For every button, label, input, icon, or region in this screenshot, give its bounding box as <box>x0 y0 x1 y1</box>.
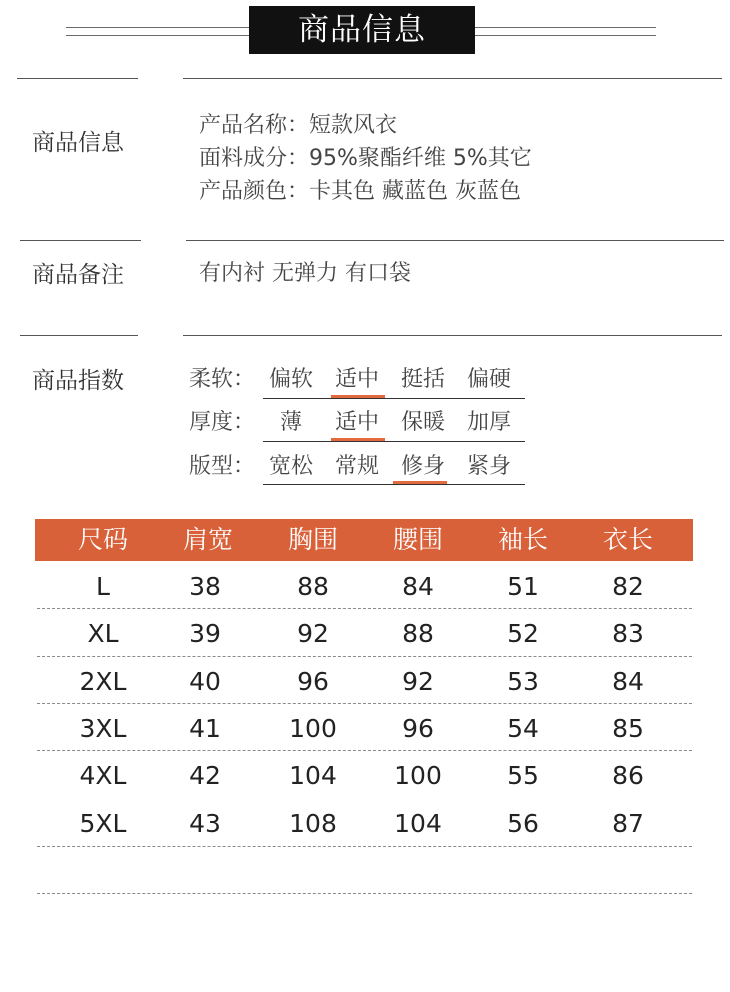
table-cell: 53 <box>507 667 539 696</box>
index-option: 宽松 <box>268 454 313 479</box>
table-cell: 55 <box>507 761 539 790</box>
table-cell: 54 <box>507 714 539 743</box>
col-header-sleeve: 袖长 <box>497 525 548 554</box>
table-cell: 39 <box>189 619 221 648</box>
section-label-index: 商品指数 <box>32 368 124 394</box>
divider <box>186 240 724 241</box>
index-option: 薄 <box>279 410 302 435</box>
index-option-selected: 适中 <box>334 410 379 435</box>
divider <box>17 78 138 79</box>
section-label-notes: 商品备注 <box>32 262 124 288</box>
row-divider <box>37 846 692 847</box>
row-divider <box>37 893 692 894</box>
col-header-chest: 胸围 <box>287 525 338 554</box>
table-cell: 56 <box>507 809 539 838</box>
row-divider <box>37 656 692 657</box>
table-cell: 2XL <box>79 667 127 696</box>
table-cell: 92 <box>402 667 434 696</box>
table-cell: 4XL <box>79 761 127 790</box>
table-cell: 3XL <box>79 714 127 743</box>
table-cell: 38 <box>189 572 221 601</box>
table-cell: 85 <box>612 714 644 743</box>
row-divider <box>37 750 692 751</box>
section-label-info: 商品信息 <box>32 130 124 156</box>
index-label-thickness: 厚度： <box>189 410 256 435</box>
table-cell: 86 <box>612 761 644 790</box>
index-label-fit: 版型： <box>189 454 256 479</box>
row-divider <box>37 608 692 609</box>
table-cell: 42 <box>189 761 221 790</box>
index-option: 紧身 <box>466 454 511 479</box>
table-cell: 87 <box>612 809 644 838</box>
index-option: 偏软 <box>268 367 313 392</box>
index-option: 加厚 <box>466 410 511 435</box>
table-cell: 51 <box>507 572 539 601</box>
index-option: 偏硬 <box>466 367 511 392</box>
product-name: 产品名称：短款风衣 <box>199 113 398 138</box>
divider <box>183 335 722 336</box>
table-cell: 92 <box>297 619 329 648</box>
table-cell: 83 <box>612 619 644 648</box>
col-header-length: 衣长 <box>602 525 653 554</box>
index-underline <box>263 484 525 485</box>
fabric-composition: 面料成分：95%聚酯纤维 5%其它 <box>199 146 532 171</box>
col-header-shoulder: 肩宽 <box>182 525 233 554</box>
table-cell: L <box>96 572 110 601</box>
index-option-selected: 适中 <box>334 367 379 392</box>
table-cell: 88 <box>402 619 434 648</box>
table-cell: 52 <box>507 619 539 648</box>
col-header-size: 尺码 <box>77 525 128 554</box>
table-cell: XL <box>87 619 119 648</box>
table-cell: 100 <box>289 714 337 743</box>
product-colors: 产品颜色：卡其色 藏蓝色 灰蓝色 <box>199 179 521 204</box>
index-option-selected: 修身 <box>400 454 445 479</box>
table-cell: 5XL <box>79 809 127 838</box>
index-option: 保暖 <box>400 410 445 435</box>
table-cell: 100 <box>394 761 442 790</box>
divider <box>183 78 722 79</box>
index-option: 常规 <box>334 454 379 479</box>
table-cell: 108 <box>289 809 337 838</box>
table-cell: 96 <box>402 714 434 743</box>
table-cell: 40 <box>189 667 221 696</box>
table-cell: 43 <box>189 809 221 838</box>
index-label-softness: 柔软： <box>189 367 256 392</box>
page-title: 商品信息 <box>249 6 475 54</box>
table-cell: 82 <box>612 572 644 601</box>
table-cell: 41 <box>189 714 221 743</box>
table-cell: 88 <box>297 572 329 601</box>
index-underline <box>263 441 525 442</box>
table-cell: 84 <box>612 667 644 696</box>
divider <box>20 335 138 336</box>
table-cell: 84 <box>402 572 434 601</box>
col-header-waist: 腰围 <box>392 525 443 554</box>
table-cell: 104 <box>394 809 442 838</box>
index-option: 挺括 <box>400 367 445 392</box>
table-cell: 96 <box>297 667 329 696</box>
index-underline <box>263 398 525 399</box>
table-cell: 104 <box>289 761 337 790</box>
row-divider <box>37 703 692 704</box>
notes-text: 有内衬 无弹力 有口袋 <box>199 261 411 286</box>
divider <box>20 240 141 241</box>
